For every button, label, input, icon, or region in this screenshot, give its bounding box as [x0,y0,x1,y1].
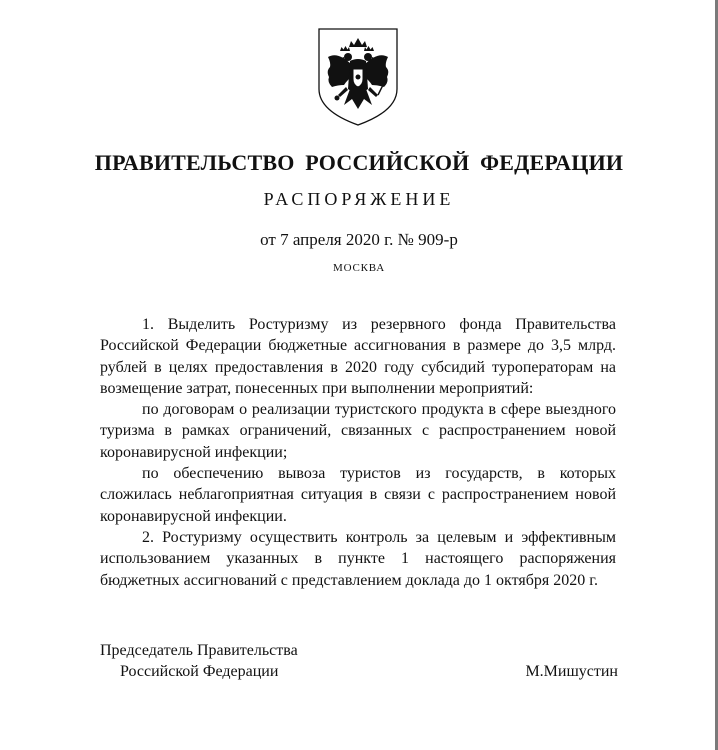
signature-block [100,640,618,682]
signatory-position-line2: Российской Федерации [120,663,279,680]
signatory-name: М.Мишустин [525,663,618,680]
government-title: ПРАВИТЕЛЬСТВО РОССИЙСКОЙ ФЕДЕРАЦИИ [94,150,624,175]
paragraph-2: 2. Ростуризму осуществить контроль за целевым и эффективным использованием указанных в пункте 1 настоящего распоряжения бюджетных ассигнований с представлением доклада до 1 октября 2020 г. [100,528,616,589]
paragraph-1: 1. Выделить Ростуризму из резервного фонда Правительства Российской Федерации бюджетные ассигнования в размере до 3,5 млрд. рублей в целях предоставления в 2020 году субсидий туроператорам на возмещение затрат, понесенных при выполнении мероприятий: [100,316,616,397]
document-body [100,314,616,591]
document-place: МОСКВА [333,262,385,274]
document-type: РАСПОРЯЖЕНИЕ [263,189,455,209]
paragraph-1-item-1: по договорам о реализации туристского продукта в сфере выездного туризма в рамках ограничений, связанных с распространением новой коронавирусной инфекции; [100,401,616,461]
document-date-number: от 7 апреля 2020 г. № 909-р [260,230,458,249]
paragraph-1-item-2: по обеспечению вывоза туристов из государств, в которых сложилась неблагоприятная ситуация в связи с распространением новой коронавирусной инфекции. [100,465,616,525]
coat-of-arms-icon [316,27,400,127]
signatory-position-line1: Председатель Правительства [100,642,298,659]
